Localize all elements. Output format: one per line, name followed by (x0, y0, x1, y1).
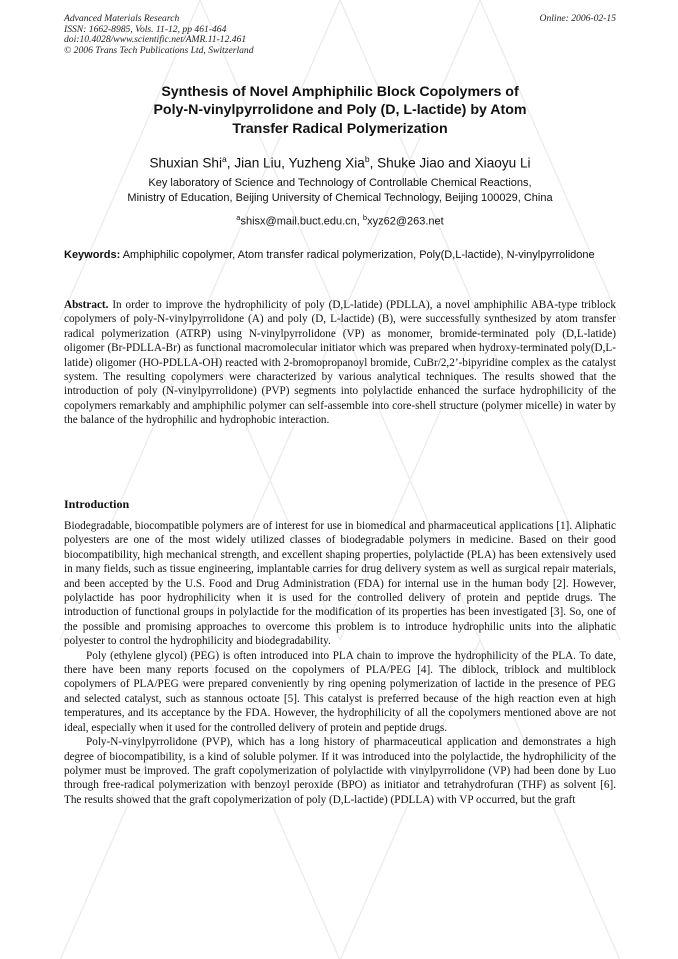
author-3-sup: b (364, 154, 370, 164)
affiliation-line-1: Key laboratory of Science and Technology of Controllable Chemical Reactions, (148, 177, 532, 189)
paper-title (64, 83, 616, 138)
title-line-2: Poly-N-vinylpyrrolidone and Poly (D, L-lactide) by Atom (153, 102, 527, 119)
intro-paragraph-3: Poly-N-vinylpyrrolidone (PVP), which has a long history of pharmaceutical application and demonstrates a high degree of biocompatibility, is a kind of soluble polymer. If it was introduced into the polylactide, the hydrophilicity of the polymer must be improved. The graft copolymerization of polylactide with vinylpyrrolidone (VP) had been done by Luo through free-radical polymerization with benzoyl peroxide (BPO) as initiator and tetrahydrofuran (THF) as solvent [6]. The results showed that the graft copolymerization of poly (D,L-lactide) (PDLLA) with VP occurred, but the graft (64, 736, 616, 806)
keywords-text: Amphiphilic copolymer, Atom transfer radical polymerization, Poly(D,L-lactide), N-vinylpyrrolidone (120, 249, 595, 261)
doi-line[interactable]: doi:10.4028/www.scientific.net/AMR.11-12.461 (64, 34, 247, 46)
author-list (64, 150, 616, 173)
email-a[interactable]: shisx@mail.buct.edu.cn, (240, 215, 363, 228)
abstract (64, 298, 616, 428)
author-2-3: , Jian Liu, Yuzheng Xia (226, 155, 365, 171)
journal-name: Advanced Materials Research (64, 13, 180, 24)
email-b-sup: b (362, 213, 368, 222)
issn-line: ISSN: 1662-8985, Vols. 11-12, pp 461-464 (64, 23, 227, 35)
copyright-line: © 2006 Trans Tech Publications Ltd, Switzerland (64, 44, 254, 56)
keywords (64, 248, 616, 263)
journal-header (64, 14, 616, 56)
affiliation-line-2: Ministry of Education, Beijing University of Chemical Technology, Beijing 100029, China (127, 192, 553, 205)
affiliation (64, 176, 616, 207)
title-line-1: Synthesis of Novel Amphiphilic Block Copolymers of (161, 84, 519, 100)
author-4-5: , Shuke Jiao and Xiaoyu Li (369, 155, 531, 171)
abstract-text: In order to improve the hydrophilicity of poly (D,L-latide) (PDLLA), a novel amphiphilic ABA-type triblock copolymers of poly-N-vinylpyrrolidone (A) and poly (D, L-lactide) (B), were successfully synthesized by atom transfer radical polymerization (ATRP) using N-vinylpyrrolidone (VP) as monomer, bromide-terminated poly (D,L-latide) oligomer (Br-PDLLA-Br) as functional macromolecular initiator which was prepared when hydroxy-terminated poly(D,L-latide) oligomer (HO-PDLLA-OH) reacted with 2-bromopropanoyl bromide, CuBr/2,2’-bipyridine complex as the catalyst system. The resulting copolymers were characterized by various analytical techniques. The results showed that the introduction of poly (N-vinylpyrrolidone) (PVP) segments into polylactide enhanced the surface hydrophilicity of the copolymers remarkably and amphiphilic polymer can self-assemble into core-shell structure (polymer micelle) in water by the balance of the hydrophilic and hydrophobic interaction. (64, 299, 616, 427)
intro-paragraph-2: Poly (ethylene glycol) (PEG) is often introduced into PLA chain to improve the hydrophilicity of the PLA. To date, there have been many reports focused on the copolymers of PLA/PEG [4]. The diblock, triblock and multiblock copolymers of PLA/PEG were prepared conveniently by ring opening polymerization of lactide in the presence of PEG and selected catalyst, such as stannous octoate [5]. This catalyst is preferred because of the high reaction even at high temperatures, and its acceptance by the FDA. However, the hydrophilicity of all the copolymers mentioned above are not ideal, especially when it used for the controlled delivery of protein and peptide drugs. (64, 649, 616, 734)
author-1-sup: a (222, 154, 227, 164)
introduction-heading: Introduction (64, 497, 130, 511)
intro-paragraph-1: Biodegradable, biocompatible polymers are of interest for use in biomedical and pharmaceutical applications [1]. Aliphatic polyesters are one of the most widely utilized classes of biodegradable polymers in medicine. Based on their good biocompatibility, high mechanical strength, and excellent shaping properties, polylactide (PLA) has been extensively used in many fields, such as tissue engineering, implantable carries for drug delivery system as well as surgical repair materials, and been accepted by the U.S. Food and Drug Administration (FDA) for internal use in the human body [2]. However, polylactide has poor hydrophilicity when it is used for the controlled delivery of protein and peptide drugs. The introduction of functional groups in polylactide for the modification of its properties has been investigated [3]. So, one of the possible and promising approaches to overcome this problem is to introduce hydrophilic units into the aliphatic polyester to control the hydrophilicity and biodegradability. (64, 520, 616, 648)
email-b[interactable]: xyz62@263.net (367, 215, 444, 228)
title-line-3: Transfer Radical Polymerization (232, 120, 448, 137)
author-emails (64, 211, 616, 229)
keywords-label: Keywords: (64, 249, 121, 261)
author-1: Shuxian Shi (149, 155, 223, 171)
abstract-label: Abstract. (64, 299, 109, 311)
email-a-sup: a (236, 213, 241, 222)
introduction-body (64, 519, 616, 807)
online-date: Online: 2006-02-15 (539, 13, 616, 24)
